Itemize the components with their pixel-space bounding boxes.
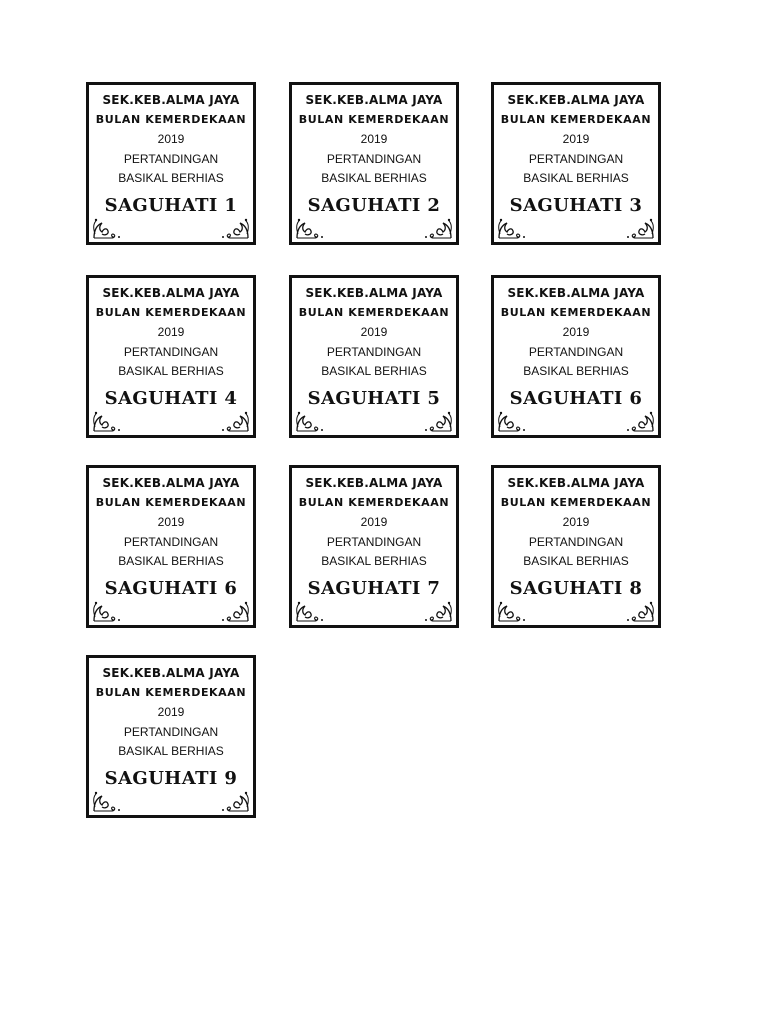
competition-category: BASIKAL BERHIAS xyxy=(321,171,427,185)
competition-category: BASIKAL BERHIAS xyxy=(321,364,427,378)
school-name: SEK.KEB.ALMA JAYA xyxy=(507,476,645,490)
school-name: SEK.KEB.ALMA JAYA xyxy=(305,286,443,300)
competition-category: BASIKAL BERHIAS xyxy=(118,554,224,568)
competition-category: BASIKAL BERHIAS xyxy=(118,171,224,185)
competition-label: PERTANDINGAN xyxy=(123,725,219,739)
flourish-corner-icon xyxy=(294,409,330,433)
event-name: BULAN KEMERDEKAAN xyxy=(95,686,247,699)
event-year: 2019 xyxy=(562,325,590,339)
flourish-corner-icon xyxy=(620,599,656,623)
flourish-corner-icon xyxy=(294,599,330,623)
prize-title: SAGUHATI 1 xyxy=(104,195,238,216)
flourish-corner-icon xyxy=(496,409,532,433)
flourish-corner-icon xyxy=(496,599,532,623)
event-name: BULAN KEMERDEKAAN xyxy=(298,113,450,126)
flourish-corner-icon xyxy=(294,216,330,240)
event-year: 2019 xyxy=(562,515,590,529)
school-name: SEK.KEB.ALMA JAYA xyxy=(507,93,645,107)
prize-label-card xyxy=(86,655,256,818)
school-name: SEK.KEB.ALMA JAYA xyxy=(102,666,240,680)
competition-label: PERTANDINGAN xyxy=(326,152,422,166)
competition-category: BASIKAL BERHIAS xyxy=(523,554,629,568)
flourish-corner-icon xyxy=(91,599,127,623)
prize-title: SAGUHATI 9 xyxy=(104,768,238,789)
event-year: 2019 xyxy=(157,325,185,339)
prize-title: SAGUHATI 6 xyxy=(509,388,643,409)
competition-label: PERTANDINGAN xyxy=(326,345,422,359)
competition-label: PERTANDINGAN xyxy=(123,152,219,166)
competition-label: PERTANDINGAN xyxy=(528,345,624,359)
school-name: SEK.KEB.ALMA JAYA xyxy=(305,476,443,490)
competition-category: BASIKAL BERHIAS xyxy=(523,171,629,185)
prize-title: SAGUHATI 4 xyxy=(104,388,238,409)
event-name: BULAN KEMERDEKAAN xyxy=(95,306,247,319)
school-name: SEK.KEB.ALMA JAYA xyxy=(102,286,240,300)
flourish-corner-icon xyxy=(418,599,454,623)
prize-label-card xyxy=(491,275,661,438)
prize-label-card xyxy=(86,465,256,628)
prize-label-card xyxy=(86,82,256,245)
flourish-corner-icon xyxy=(620,409,656,433)
competition-category: BASIKAL BERHIAS xyxy=(523,364,629,378)
prize-label-card xyxy=(86,275,256,438)
prize-title: SAGUHATI 3 xyxy=(509,195,643,216)
school-name: SEK.KEB.ALMA JAYA xyxy=(305,93,443,107)
event-name: BULAN KEMERDEKAAN xyxy=(95,113,247,126)
event-year: 2019 xyxy=(157,705,185,719)
flourish-corner-icon xyxy=(215,789,251,813)
prize-label-card xyxy=(491,465,661,628)
flourish-corner-icon xyxy=(418,216,454,240)
competition-label: PERTANDINGAN xyxy=(528,535,624,549)
flourish-corner-icon xyxy=(215,409,251,433)
competition-label: PERTANDINGAN xyxy=(123,535,219,549)
flourish-corner-icon xyxy=(418,409,454,433)
event-name: BULAN KEMERDEKAAN xyxy=(298,306,450,319)
event-year: 2019 xyxy=(360,132,388,146)
competition-label: PERTANDINGAN xyxy=(326,535,422,549)
flourish-corner-icon xyxy=(620,216,656,240)
competition-category: BASIKAL BERHIAS xyxy=(321,554,427,568)
flourish-corner-icon xyxy=(215,216,251,240)
prize-label-card xyxy=(289,465,459,628)
school-name: SEK.KEB.ALMA JAYA xyxy=(102,476,240,490)
prize-title: SAGUHATI 8 xyxy=(509,578,643,599)
event-name: BULAN KEMERDEKAAN xyxy=(500,113,652,126)
prize-label-card xyxy=(289,82,459,245)
event-year: 2019 xyxy=(157,132,185,146)
event-name: BULAN KEMERDEKAAN xyxy=(500,496,652,509)
competition-category: BASIKAL BERHIAS xyxy=(118,364,224,378)
flourish-corner-icon xyxy=(91,216,127,240)
prize-label-card xyxy=(289,275,459,438)
event-year: 2019 xyxy=(562,132,590,146)
competition-label: PERTANDINGAN xyxy=(528,152,624,166)
flourish-corner-icon xyxy=(91,789,127,813)
competition-label: PERTANDINGAN xyxy=(123,345,219,359)
prize-label-card xyxy=(491,82,661,245)
school-name: SEK.KEB.ALMA JAYA xyxy=(102,93,240,107)
event-name: BULAN KEMERDEKAAN xyxy=(298,496,450,509)
prize-title: SAGUHATI 7 xyxy=(307,578,441,599)
prize-title: SAGUHATI 6 xyxy=(104,578,238,599)
event-year: 2019 xyxy=(157,515,185,529)
flourish-corner-icon xyxy=(215,599,251,623)
competition-category: BASIKAL BERHIAS xyxy=(118,744,224,758)
event-year: 2019 xyxy=(360,515,388,529)
event-year: 2019 xyxy=(360,325,388,339)
school-name: SEK.KEB.ALMA JAYA xyxy=(507,286,645,300)
prize-title: SAGUHATI 2 xyxy=(307,195,441,216)
event-name: BULAN KEMERDEKAAN xyxy=(95,496,247,509)
event-name: BULAN KEMERDEKAAN xyxy=(500,306,652,319)
flourish-corner-icon xyxy=(91,409,127,433)
flourish-corner-icon xyxy=(496,216,532,240)
prize-title: SAGUHATI 5 xyxy=(307,388,441,409)
